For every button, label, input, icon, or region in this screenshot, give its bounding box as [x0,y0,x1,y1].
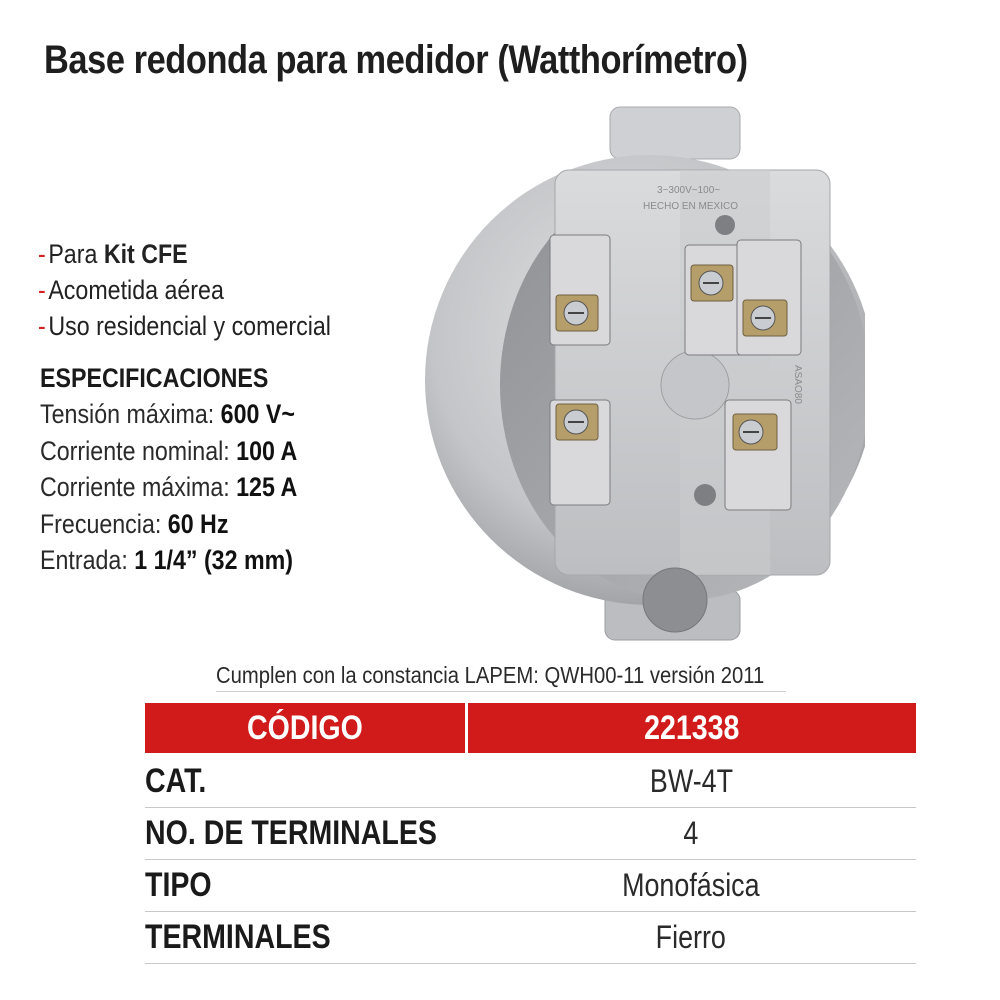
embossed-voltage: 3~300V~100~ [657,185,721,196]
feature-bold: Kit CFE [103,239,188,269]
mounting-hole-bottom [694,484,716,506]
center-emblem [661,351,729,419]
dash-bullet: - [38,239,46,269]
feature-text: Acometida aérea [48,275,224,305]
spec-value: 100 A [236,435,298,466]
spec-label: Corriente máxima: [40,472,237,503]
spec-label: Corriente nominal: [40,435,237,466]
code-value: 221338 [467,703,917,755]
embossed-side: ASAO80 [792,365,803,404]
feature-item [38,308,331,344]
spec-label: Entrada: [40,545,135,576]
spec-nominal-current [40,433,297,470]
top-hub [610,107,740,159]
spec-max-current [40,469,297,506]
code-label: CÓDIGO [145,703,467,755]
terminal-jaw [725,400,791,510]
row-value: BW-4T [467,755,917,808]
specifications [40,360,339,579]
table-row [145,755,916,808]
meter-base-image [425,95,865,655]
table-row [145,808,916,860]
table-header-row [145,703,916,755]
terminal-jaw [685,245,745,355]
terminal-jaw [550,235,610,345]
terminal-jaw [550,400,610,505]
spec-voltage [40,396,297,433]
feature-text: Uso residencial y comercial [48,311,331,341]
row-key: TERMINALES [145,912,467,964]
spec-frequency [40,506,297,543]
spec-value: 125 A [236,472,298,503]
row-key: NO. DE TERMINALES [145,808,467,860]
page-title: Base redonda para medidor (Watthorímetro) [44,38,748,82]
dash-bullet: - [38,311,46,341]
feature-item [38,272,331,308]
conduit-opening [643,568,707,632]
embossed-made: HECHO EN MEXICO [643,201,739,212]
spec-label: Frecuencia: [40,508,168,539]
row-value: Monofásica [467,860,917,912]
row-key: TIPO [145,860,467,912]
spec-value: 60 Hz [167,508,229,539]
row-key: CAT. [145,755,467,808]
mounting-hole-top [715,215,735,235]
product-table [145,703,916,964]
row-value: Fierro [467,912,917,964]
row-value: 4 [467,808,917,860]
feature-text: Para [48,239,104,269]
terminal-jaw [737,240,801,355]
spec-value: 1 1/4” (32 mm) [134,545,293,576]
lapem-note: Cumplen con la constancia LAPEM: QWH00-11 versión 2011 [216,662,786,692]
table-row [145,912,916,964]
table-row [145,860,916,912]
spec-input [40,542,297,579]
specs-heading: ESPECIFICACIONES [40,363,269,393]
feature-item [38,236,331,272]
spec-value: 600 V~ [220,399,295,429]
spec-label: Tensión máxima: [40,399,221,429]
dash-bullet: - [38,275,46,305]
feature-list [38,236,379,344]
